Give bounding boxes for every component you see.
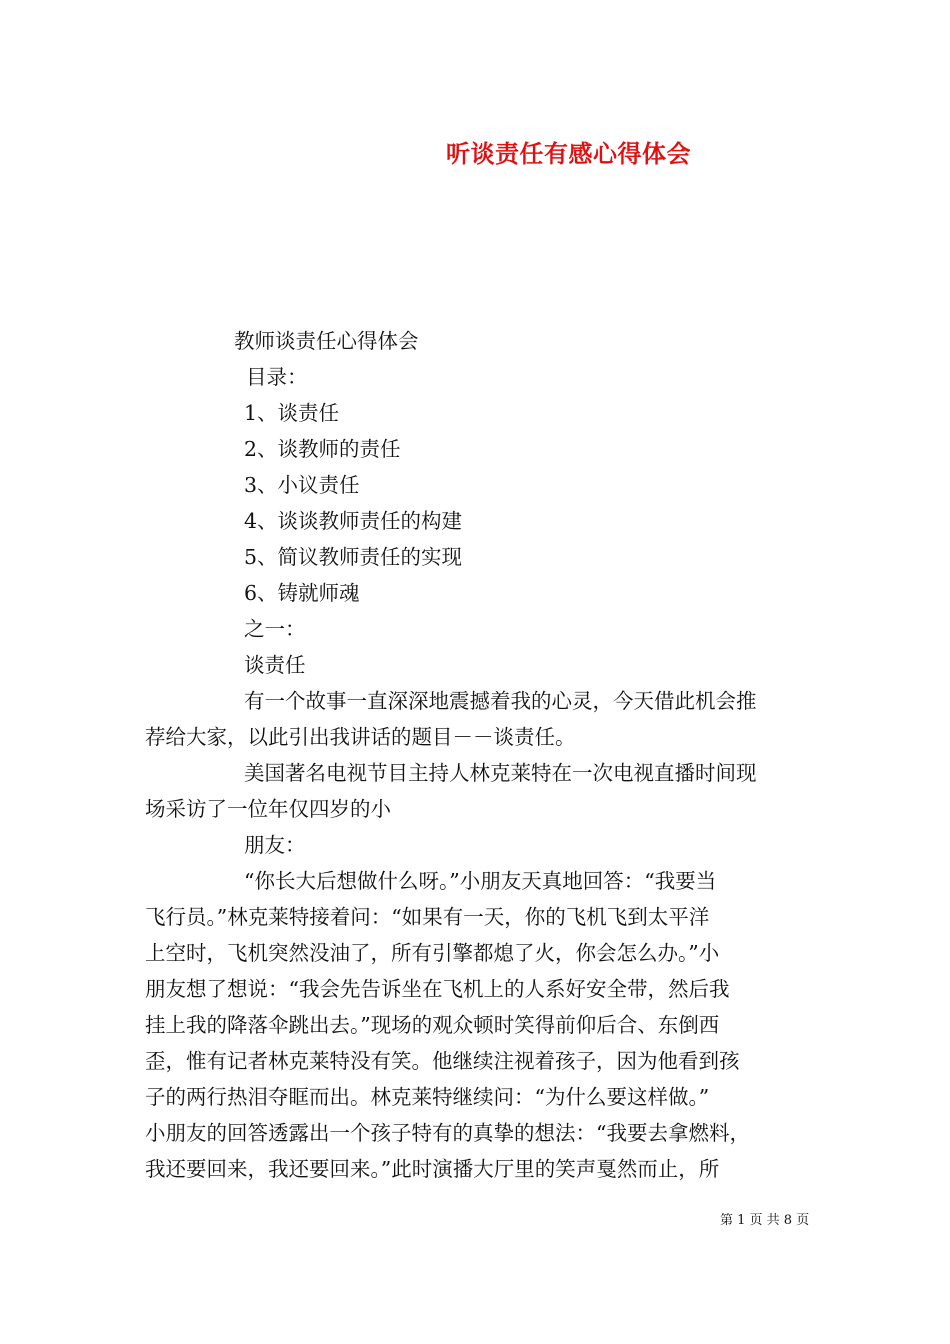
paragraph-line: 美国著名电视节目主持人林克莱特在一次电视直播时间现 [244, 761, 757, 785]
toc-item: 3、小议责任 [244, 473, 360, 497]
paragraph-line: 子的两行热泪夺眶而出。林克莱特继续问：“为什么要这样做。” [145, 1085, 710, 1109]
paragraph-line: 有一个故事一直深深地震撼着我的心灵，今天借此机会推 [244, 689, 757, 713]
paragraph-line: 歪，惟有记者林克莱特没有笑。他继续注视着孩子，因为他看到孩 [145, 1049, 740, 1073]
paragraph-line: 挂上我的降落伞跳出去。”现场的观众顿时笑得前仰后合、东倒西 [145, 1013, 720, 1037]
toc-item: 1、谈责任 [244, 401, 340, 425]
document-subtitle: 教师谈责任心得体会 [234, 329, 419, 353]
document-title: 听谈责任有感心得体会 [446, 139, 691, 168]
toc-item: 4、谈谈教师责任的构建 [244, 509, 463, 533]
toc-heading: 目录： [246, 365, 308, 389]
toc-item: 2、谈教师的责任 [244, 437, 401, 461]
paragraph-line: 场采访了一位年仅四岁的小 [145, 797, 391, 821]
paragraph-line: 朋友： [244, 833, 306, 857]
section-label: 之一： [244, 617, 306, 641]
paragraph-line: 朋友想了想说：“我会先告诉坐在飞机上的人系好安全带，然后我 [145, 977, 730, 1001]
toc-item: 5、简议教师责任的实现 [244, 545, 463, 569]
paragraph-line: 上空时，飞机突然没油了，所有引擎都熄了火，你会怎么办。”小 [145, 941, 720, 965]
toc-item: 6、铸就师魂 [244, 581, 360, 605]
paragraph-line: 我还要回来，我还要回来。”此时演播大厅里的笑声戛然而止，所 [145, 1157, 720, 1181]
paragraph-line: 飞行员。”林克莱特接着问：“如果有一天，你的飞机飞到太平洋 [145, 905, 710, 929]
paragraph-line: “你长大后想做什么呀。”小朋友天真地回答：“我要当 [244, 869, 717, 893]
paragraph-line: 小朋友的回答透露出一个孩子特有的真挚的想法：“我要去拿燃料， [145, 1121, 750, 1145]
paragraph-line: 荐给大家，以此引出我讲话的题目－－谈责任。 [145, 725, 576, 749]
section-title: 谈责任 [244, 653, 306, 677]
page-number-footer: 第 1 页 共 8 页 [720, 1213, 810, 1228]
